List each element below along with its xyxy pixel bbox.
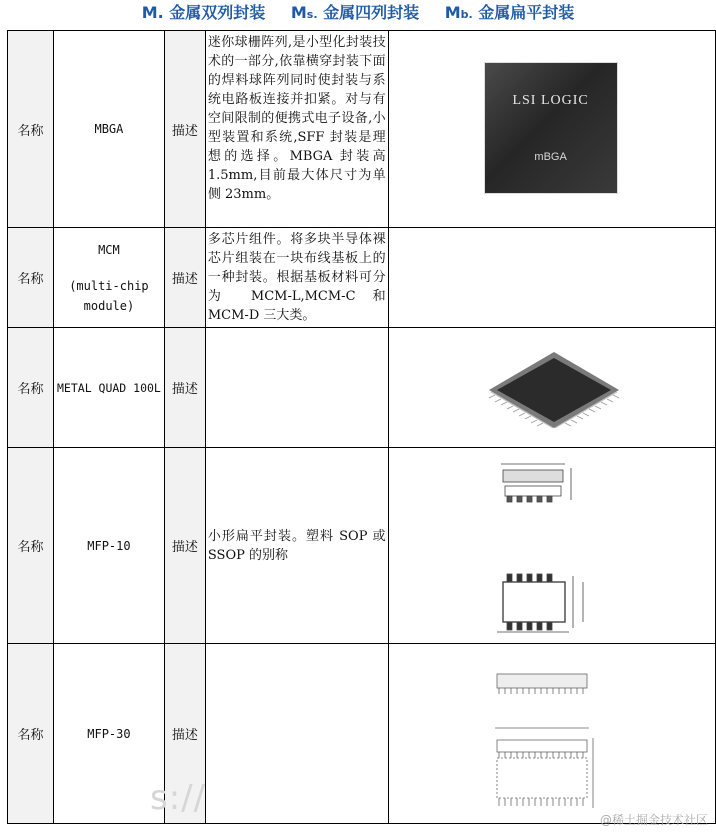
package-description: 迷你球栅阵列,是小型化封装技术的一部分,依靠横穿封装下面的焊料球阵列同时使封装与系统电路板连接并扣紧。对与有空间限制的便携式电子设备,小型装置和系统,SFF 封装是理想的选择。MBGA 封装高 1.5mm,目前最大体尺寸为单侧 23mm。 xyxy=(205,31,388,228)
package-name: METAL QUAD 100L xyxy=(53,328,164,448)
package-image-cell xyxy=(388,644,715,824)
package-description xyxy=(205,328,388,448)
package-image-cell xyxy=(388,228,715,328)
name-label: 名称 xyxy=(8,448,54,644)
chip-sub-text: mBGA xyxy=(534,151,567,163)
header-item-3: Mb. 金属扁平封装 xyxy=(444,3,575,22)
name-label: 名称 xyxy=(8,328,54,448)
mfp30-drawing xyxy=(489,654,609,819)
package-description xyxy=(205,644,388,824)
name-label: 名称 xyxy=(8,228,54,328)
desc-label: 描述 xyxy=(164,644,205,824)
package-table xyxy=(7,30,716,824)
desc-label: 描述 xyxy=(164,448,205,644)
package-description: 多芯片组件。将多块半导体裸芯片组装在一块布线基板上的一种封装。根据基板材料可分为 MCM-L,MCM-C 和 MCM-D 三大类。 xyxy=(205,228,388,328)
package-name: MFP-10 xyxy=(53,448,164,644)
name-line: MCM xyxy=(98,242,120,257)
mfp10-drawing xyxy=(493,456,603,636)
package-name: MBGA xyxy=(53,31,164,228)
name-line: (multi-chip xyxy=(69,278,149,293)
table-row xyxy=(8,31,716,228)
package-image-cell xyxy=(388,448,715,644)
table-row xyxy=(8,644,716,824)
name-line: module) xyxy=(83,298,135,313)
name-label: 名称 xyxy=(8,644,54,824)
table-row xyxy=(8,448,716,644)
qfp-chip-image xyxy=(479,340,629,440)
watermark: @稀土掘金技术社区 xyxy=(599,813,708,827)
table-row xyxy=(8,328,716,448)
package-name: MFP-30 xyxy=(53,644,164,824)
mbga-chip-image xyxy=(485,63,617,193)
package-name xyxy=(53,228,164,328)
table-row xyxy=(8,228,716,328)
header-item-2: Ms. 金属四列封装 xyxy=(290,3,420,22)
package-description: 小形扁平封装。塑料 SOP 或 SSOP 的别称 xyxy=(205,448,388,644)
name-label: 名称 xyxy=(8,31,54,228)
chip-logo-text: LSI LOGIC xyxy=(512,93,589,108)
header-item-1: M. 金属双列封装 xyxy=(141,3,266,22)
page-header xyxy=(0,2,716,24)
desc-label: 描述 xyxy=(164,228,205,328)
package-image-cell xyxy=(388,328,715,448)
desc-label: 描述 xyxy=(164,31,205,228)
package-image-cell xyxy=(388,31,715,228)
desc-label: 描述 xyxy=(164,328,205,448)
watermark-fragment: s:// xyxy=(150,778,207,818)
